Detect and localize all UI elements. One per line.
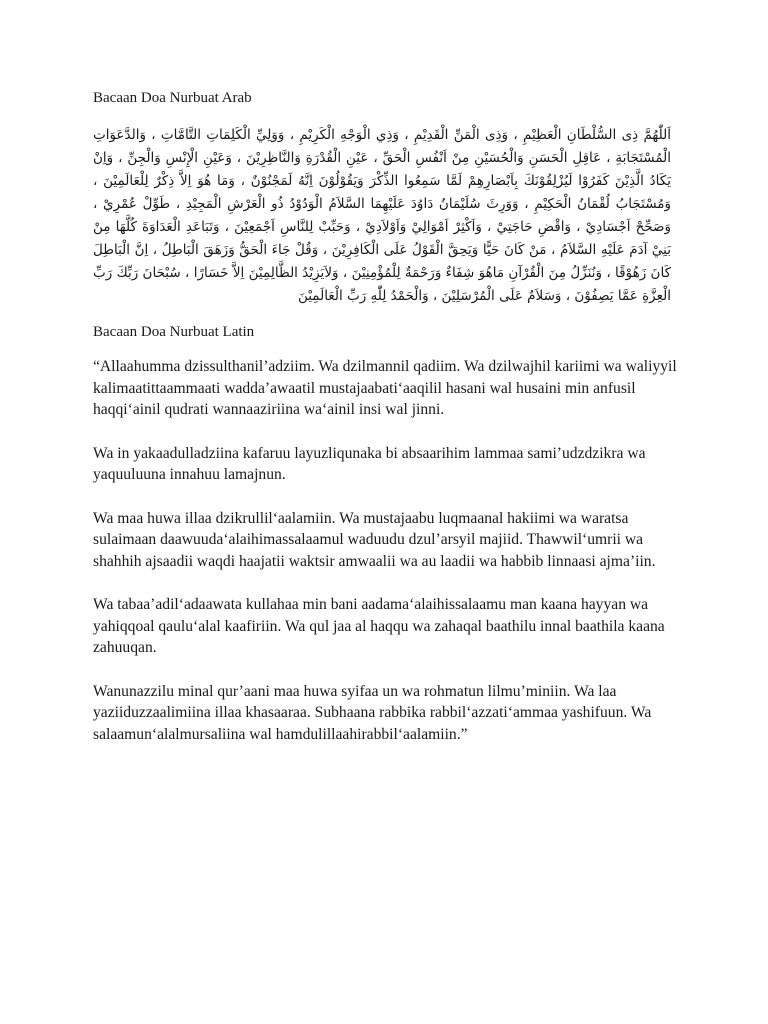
latin-paragraph-3: Wa maa huwa illaa dzikrullil‘aalamiin. Wa mustajaabu luqmaanal hakiimi wa waratsa sulaimaan daawuuda‘alaihimassalaamul waduudu dzul’arsyil majiid. Thawwil‘umrii wa shahhih ajsaadii waqdi haajatii waktsir amwaalii wa au laadii wa habbib linnaasi ajma’iin. xyxy=(93,509,656,570)
latin-paragraph-2: Wa in yakaadulladziina kafaruu layuzliqunaka bi absaarihim lammaa sami’udzdzikra wa yaquuluuna innahuu lamajnun. xyxy=(93,444,646,483)
latin-paragraph-5: Wanunazzilu minal qur’aani maa huwa syifaa un wa rohmatun lilmu’miniin. Wa laa yaziiduzzaalimiina illaa khasaaraa. Subhaana rabbika rabbil‘azzati‘ammaa yashifuun. Wa salaamun‘alalmursaliina wal hamdulillaahirabbil‘aalamiin.” xyxy=(93,682,652,743)
arabic-prayer-text: اَللّٰهُمَّ ذِى السُّلْطَانِ الْعَظِيْمِ ، وَذِى الْمَنِّ الْقَدِيْمِ ، وَذِي الْوَجْهِ الْكَرِيْمِ ، وَوَلِيِّ الْكَلِمَاتِ التَّامَّاتِ ، وَالدَّعَوَاتِ الْمُسْتَجَابَةِ ، عَاقِلِ الْحَسَنِ وَالْحُسَيْنِ مِنْ اَنْفُسِ الْحَقِّ ، عَيْنِ الْقُدْرَةِ وَالنَّاظِرِيْنَ ، وَعَيْنِ الْإِنْسِ وَالْجِنِّ ، وَاِنْ يَكَادُ الَّذِيْنَ كَفَرُوْا لَيُزْلِقُوْنَكَ بِاَبْصَارِهِمْ لَمَّا سَمِعُوا الذِّكْرَ وَيَقُوْلُوْنَ اِنَّهُ لَمَجْنُوْنٌ ، وَمَا هُوَ اِلاَّ ذِكْرٌ لِلْعَالَمِيْنَ ، وَمُسْتَجَابُ لُقْمَانُ الْحَكِيْمِ ، وَوَرِثَ سُلَيْمَانُ دَاوُدَ عَلَيْهِمَا السَّلاَمُ الْوَدُوْدُ ذُو الْعَرْشِ الْمَجِيْدِ ، طَوِّلْ عُمْرِيْ ، وَصَحِّحْ اَجْسَادِيْ ، وَاقْضِ حَاجَتِيْ ، وَاَكْثِرْ اَمْوَالِيْ وَاَوْلاَدِيْ ، وَحَبِّبْ لِلنَّاسِ اَجْمَعِيْنَ ، وَتَبَاعَدِ الْعَدَاوَةَ كُلَّهَا مِنْ بَنِيْ آدَمَ عَلَيْهِ السَّلاَمُ ، مَنْ كَانَ حَيًّا وَيَحِقَّ الْقَوْلُ عَلَى الْكَافِرِيْنَ ، وَقُلْ جَاءَ الْحَقُّ وَزَهَقَ الْبَاطِلُ ، اِنَّ الْبَاطِلَ كَانَ زَهُوْقًا ، وَنُنَزِّلُ مِنَ الْقُرْآنِ مَاهُوَ شِفَاءٌ وَرَحْمَةٌ لِلْمُؤْمِنِيْنَ ، وَلاَيَزِيْدُ الظَّالِمِيْنَ اِلاَّ خَسَارًا ، سُبْحَانَ رَبِّكَ رَبِّ الْعِزَّةِ عَمَّا يَصِفُوْنَ ، وَسَلاَمٌ عَلَى الْمُرْسَلِيْنَ ، وَالْحَمْدُ لِلّٰهِ رَبِّ الْعَالَمِيْنَ xyxy=(93,127,671,304)
heading-doa-nurbuat-arab: Bacaan Doa Nurbuat Arab xyxy=(93,90,252,106)
latin-paragraph-4: Wa tabaa’adil‘adaawata kullahaa min bani aadama‘alaihissalaamu man kaana hayyan wa yahiqqoal qaulu‘alal kaafiriin. Wa qul jaa al haqqu wa zahaqal baathilu innal baathila kaana zahuuqan. xyxy=(93,596,665,656)
latin-transliteration xyxy=(93,356,683,767)
latin-paragraph-1: “Allaahumma dzissulthanil’adziim. Wa dzilmannil qadiim. Wa dzilwajhil kariimi wa waliyyil kalimaatittaammaati wadda’awaatil mustajaabati‘aaqilil hasani wal husaini min anfusil haqqi‘ainil qudrati wannaaziriina wa‘ainil insi wal jinni. xyxy=(93,358,677,418)
heading-doa-nurbuat-latin: Bacaan Doa Nurbuat Latin xyxy=(93,324,255,340)
